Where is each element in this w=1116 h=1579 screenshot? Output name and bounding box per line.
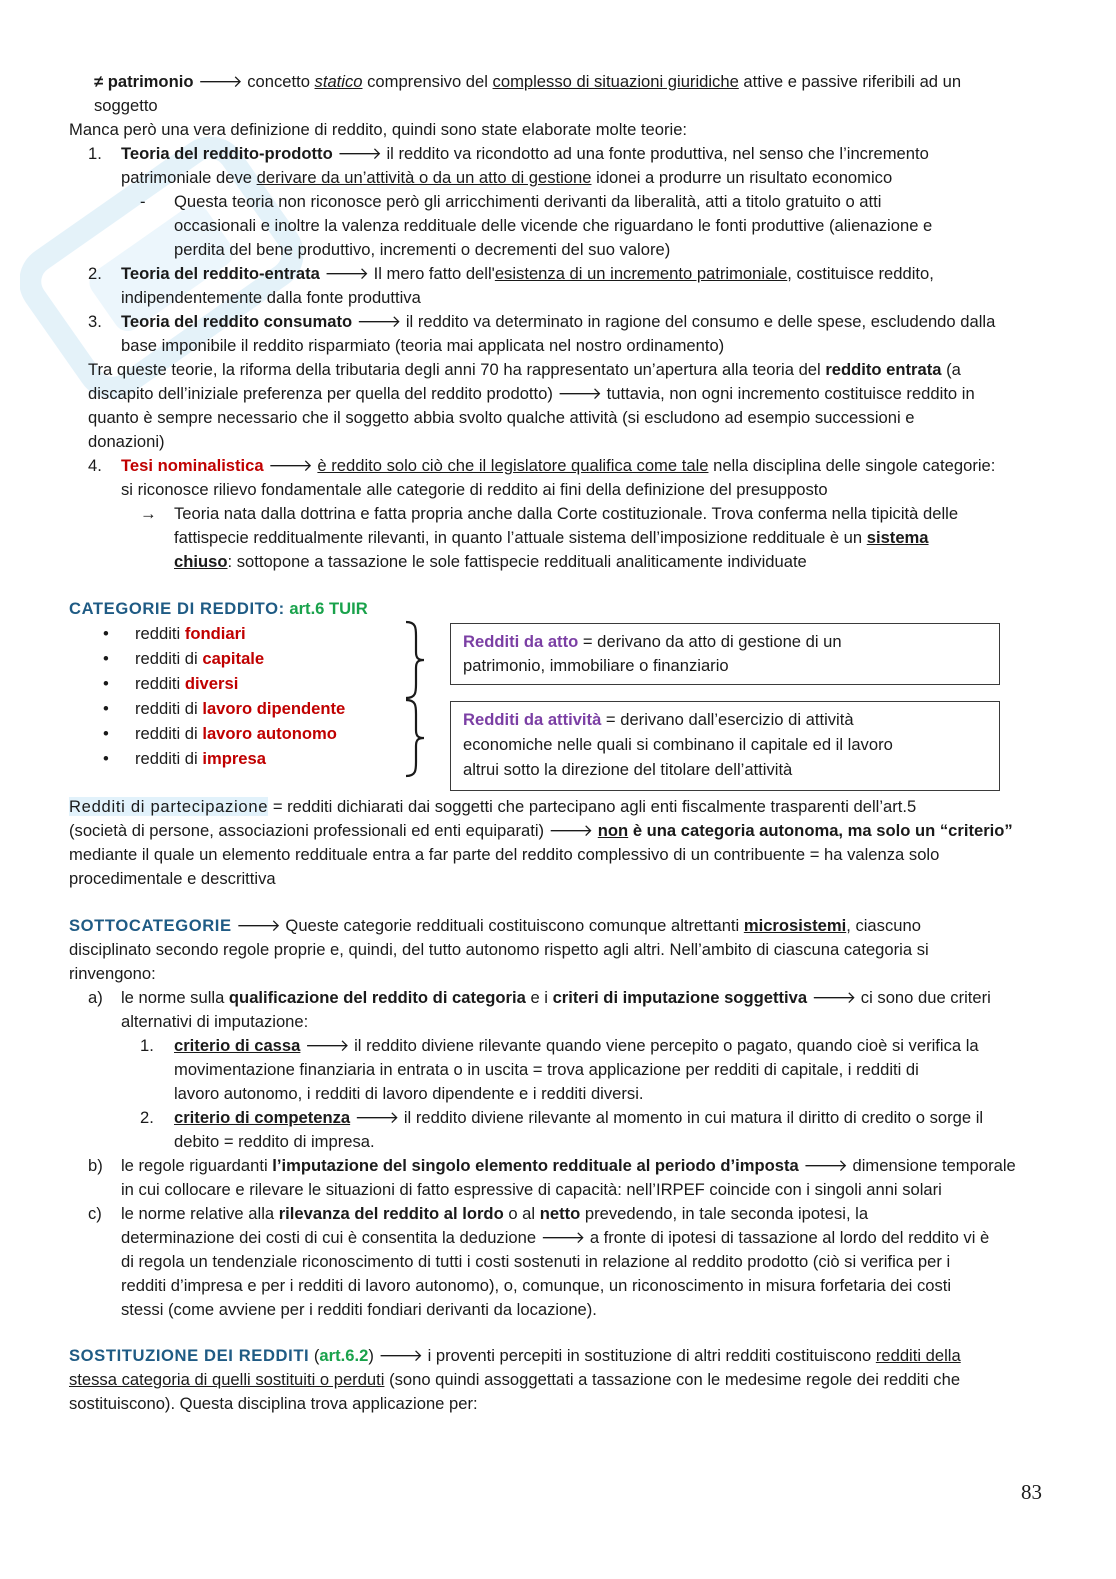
- bullet-icon: •: [103, 674, 109, 693]
- item-c-line-2: determinazione dei costi di cui è consentita la deduzione 🡒 a fronte di ipotesi di tassazione al lordo del reddito vi è: [121, 1228, 990, 1247]
- item-c-line-3: di regola un tendenziale riconoscimento di tutti i costi sostenuti in relazione al reddito prodotto (ciò si verifica per i: [121, 1252, 951, 1271]
- theory-1-note-1: Questa teoria non riconosce però gli arricchimenti derivanti da liberalità, atti a titolo gratuito o atti: [174, 192, 882, 211]
- list-item: redditi diversi: [135, 674, 239, 693]
- theory-4-note-2: fattispecie redditualmente rilevanti, in quanto l’attuale sistema dell’imposizione reddituale è un sistema: [174, 528, 929, 547]
- list-item: redditi di lavoro dipendente: [135, 699, 346, 718]
- brace-icon: [400, 698, 430, 778]
- theory-2-line-2: indipendentemente dalla fonte produttiva: [121, 288, 421, 307]
- partecipazione-line-3: mediante il quale un elemento reddituale entra a far parte del reddito complessivo di un contribuente = ha valenza solo: [69, 845, 940, 864]
- bullet-icon: •: [103, 724, 109, 743]
- list-number: 2.: [88, 264, 102, 283]
- list-item: redditi fondiari: [135, 624, 246, 643]
- criterio-competenza-line-1: criterio di competenza 🡒 il reddito diviene rilevante al momento in cui matura il diritto di credito o sorge il: [174, 1108, 984, 1127]
- paragraph-line-2: discapito dell’iniziale preferenza per quella del reddito prodotto) 🡒 tuttavia, non ogni incremento costituisce reddito in: [88, 384, 975, 403]
- item-b-line-2: in cui collocare e rilevare le situazioni di fatto espressive di capacità: nell’IRPEF coincide con i singoli anni solari: [121, 1180, 942, 1199]
- list-item: redditi di capitale: [135, 649, 265, 668]
- bullet-icon: •: [103, 624, 109, 643]
- list-letter: b): [88, 1156, 103, 1175]
- sostituzione-line-2: stessa categoria di quelli sostituiti o perduti (sono quindi assoggettati a tassazione con le medesime regole dei redditi che: [69, 1370, 961, 1389]
- criterio-competenza-line-2: debito = reddito di impresa.: [174, 1132, 375, 1151]
- dash-bullet: -: [140, 192, 146, 211]
- list-number: 1.: [140, 1036, 154, 1055]
- intro-line-2: soggetto: [94, 96, 158, 115]
- bullet-icon: •: [103, 749, 109, 768]
- page-number: 83: [1021, 1480, 1042, 1504]
- list-number: 3.: [88, 312, 102, 331]
- intro-line-3: Manca però una vera definizione di reddito, quindi sono state elaborate molte teorie:: [69, 120, 688, 139]
- bullet-icon: •: [103, 649, 109, 668]
- sostituzione-line-3: sostituiscono). Questa disciplina trova applicazione per:: [69, 1394, 478, 1413]
- sottocategorie-line-1: SOTTOCATEGORIE 🡒 Queste categorie reddituali costituiscono comunque altrettanti microsistemi, ciascuno: [69, 916, 921, 935]
- item-a-line-2: alternativi di imputazione:: [121, 1012, 309, 1031]
- partecipazione-line-2: (società di persone, associazioni professionali ed enti equiparati) 🡒 non è una categoria autonoma, ma solo un “criterio”: [69, 821, 1013, 840]
- paragraph-line-3: quanto è sempre necessario che il soggetto abbia svolto qualche attività (si escludono ad esempio successioni e: [88, 408, 915, 427]
- redditi-da-attivita-box: [450, 701, 1000, 791]
- theory-4-note-3: chiuso: sottopone a tassazione le sole fattispecie reddituali analiticamente individuate: [174, 552, 807, 571]
- item-c-line-4: redditi d’impresa e per i redditi di lavoro autonomo), o, comunque, un riconoscimento in misura forfetaria dei costi: [121, 1276, 952, 1295]
- redditi-da-atto-box: [450, 623, 1000, 685]
- item-c-line-5: stessi (come avviene per i redditi fondiari derivanti da locazione).: [121, 1300, 597, 1319]
- list-item: redditi di impresa: [135, 749, 266, 768]
- item-b-line-1: le regole riguardanti l’imputazione del singolo elemento reddituale al periodo d’imposta 🡒 dimensione temporale: [121, 1156, 1016, 1175]
- brace-icon: [400, 620, 430, 700]
- theory-1-line-1: Teoria del reddito-prodotto 🡒 il reddito va ricondotto ad una fonte produttiva, nel senso che l’incremento: [121, 144, 929, 163]
- bullet-icon: •: [103, 699, 109, 718]
- sottocategorie-line-2: disciplinato secondo regole proprie e, quindi, del tutto autonomo rispetto agli altri. Nell’ambito di ciascuna categoria si: [69, 940, 929, 959]
- theory-1-note-3: perdita del bene produttivo, incrementi o decrementi del suo valore): [174, 240, 671, 259]
- theory-3-line-1: Teoria del reddito consumato 🡒 il reddito va determinato in ragione del consumo e delle spese, escludendo dalla: [121, 312, 996, 331]
- criterio-cassa-line-1: criterio di cassa 🡒 il reddito diviene rilevante quando viene percepito o pagato, quando cioè si verifica la: [174, 1036, 979, 1055]
- item-a-line-1: le norme sulla qualificazione del reddito di categoria e i criteri di imputazione soggettiva 🡒 ci sono due criteri: [121, 988, 991, 1007]
- theory-4-note-1: Teoria nata dalla dottrina e fatta propria anche dalla Corte costituzionale. Trova conferma nella tipicità delle: [174, 504, 959, 523]
- arrow-bullet: →: [140, 504, 157, 523]
- partecipazione-line-1: Redditi di partecipazione = redditi dichiarati dai soggetti che partecipano agli enti fiscalmente trasparenti dell’art.5: [69, 797, 917, 816]
- categorie-heading: CATEGORIE DI REDDITO: art.6 TUIR: [69, 599, 368, 618]
- item-c-line-1: le norme relative alla rilevanza del reddito al lordo o al netto prevedendo, in tale seconda ipotesi, la: [121, 1204, 869, 1223]
- list-number: 1.: [88, 144, 102, 163]
- list-number: 4.: [88, 456, 102, 475]
- theory-3-line-2: base imponibile il reddito risparmiato (teoria mai applicata nel nostro ordinamento): [121, 336, 725, 355]
- list-number: 2.: [140, 1108, 154, 1127]
- intro-line-1: ≠ patrimonio 🡒 concetto statico comprensivo del complesso di situazioni giuridiche attive e passive riferibili ad un: [94, 72, 962, 91]
- box-line: Redditi da atto = derivano da atto di gestione di un: [463, 632, 842, 651]
- theory-1-line-2: patrimoniale deve derivare da un’attività o da un atto di gestione idonei a produrre un risultato economico: [121, 168, 893, 187]
- partecipazione-line-4: procedimentale e descrittiva: [69, 869, 276, 888]
- theory-2-line-1: Teoria del reddito-entrata 🡒 Il mero fatto dell'esistenza di un incremento patrimoniale, costituisce reddito,: [121, 264, 934, 283]
- theory-4-line-2: si riconosce rilievo fondamentale alle categorie di reddito ai fini della definizione del presupposto: [121, 480, 828, 499]
- sottocategorie-line-3: rinvengono:: [69, 964, 156, 983]
- box-line: altrui sotto la direzione del titolare dell’attività: [463, 760, 793, 779]
- box-line: economiche nelle quali si combinano il capitale ed il lavoro: [463, 735, 893, 754]
- theory-1-note-2: occasionali e inoltre la valenza reddituale delle vicende che riguardano le fonti produttive (alienazione e: [174, 216, 933, 235]
- paragraph-line-1: Tra queste teorie, la riforma della tributaria degli anni 70 ha rappresentato un’apertura alla teoria del reddito entrata (a: [88, 360, 961, 379]
- sostituzione-line-1: SOSTITUZIONE DEI REDDITI (art.6.2) 🡒 i proventi percepiti in sostituzione di altri redditi costituiscono redditi della: [69, 1346, 961, 1365]
- paragraph-line-4: donazioni): [88, 432, 165, 451]
- list-letter: a): [88, 988, 103, 1007]
- box-line: Redditi da attività = derivano dall’esercizio di attività: [463, 710, 854, 729]
- list-item: redditi di lavoro autonomo: [135, 724, 337, 743]
- box-line: patrimonio, immobiliare o finanziario: [463, 656, 729, 675]
- theory-4-line-1: Tesi nominalistica 🡒 è reddito solo ciò che il legislatore qualifica come tale nella disciplina delle singole categorie:: [121, 456, 996, 475]
- criterio-cassa-line-3: lavoro autonomo, i redditi di lavoro dipendente e i redditi diversi.: [174, 1084, 644, 1103]
- list-letter: c): [88, 1204, 102, 1223]
- criterio-cassa-line-2: movimentazione finanziaria in entrata o in uscita = trova applicazione per redditi di capitale, i redditi di: [174, 1060, 919, 1079]
